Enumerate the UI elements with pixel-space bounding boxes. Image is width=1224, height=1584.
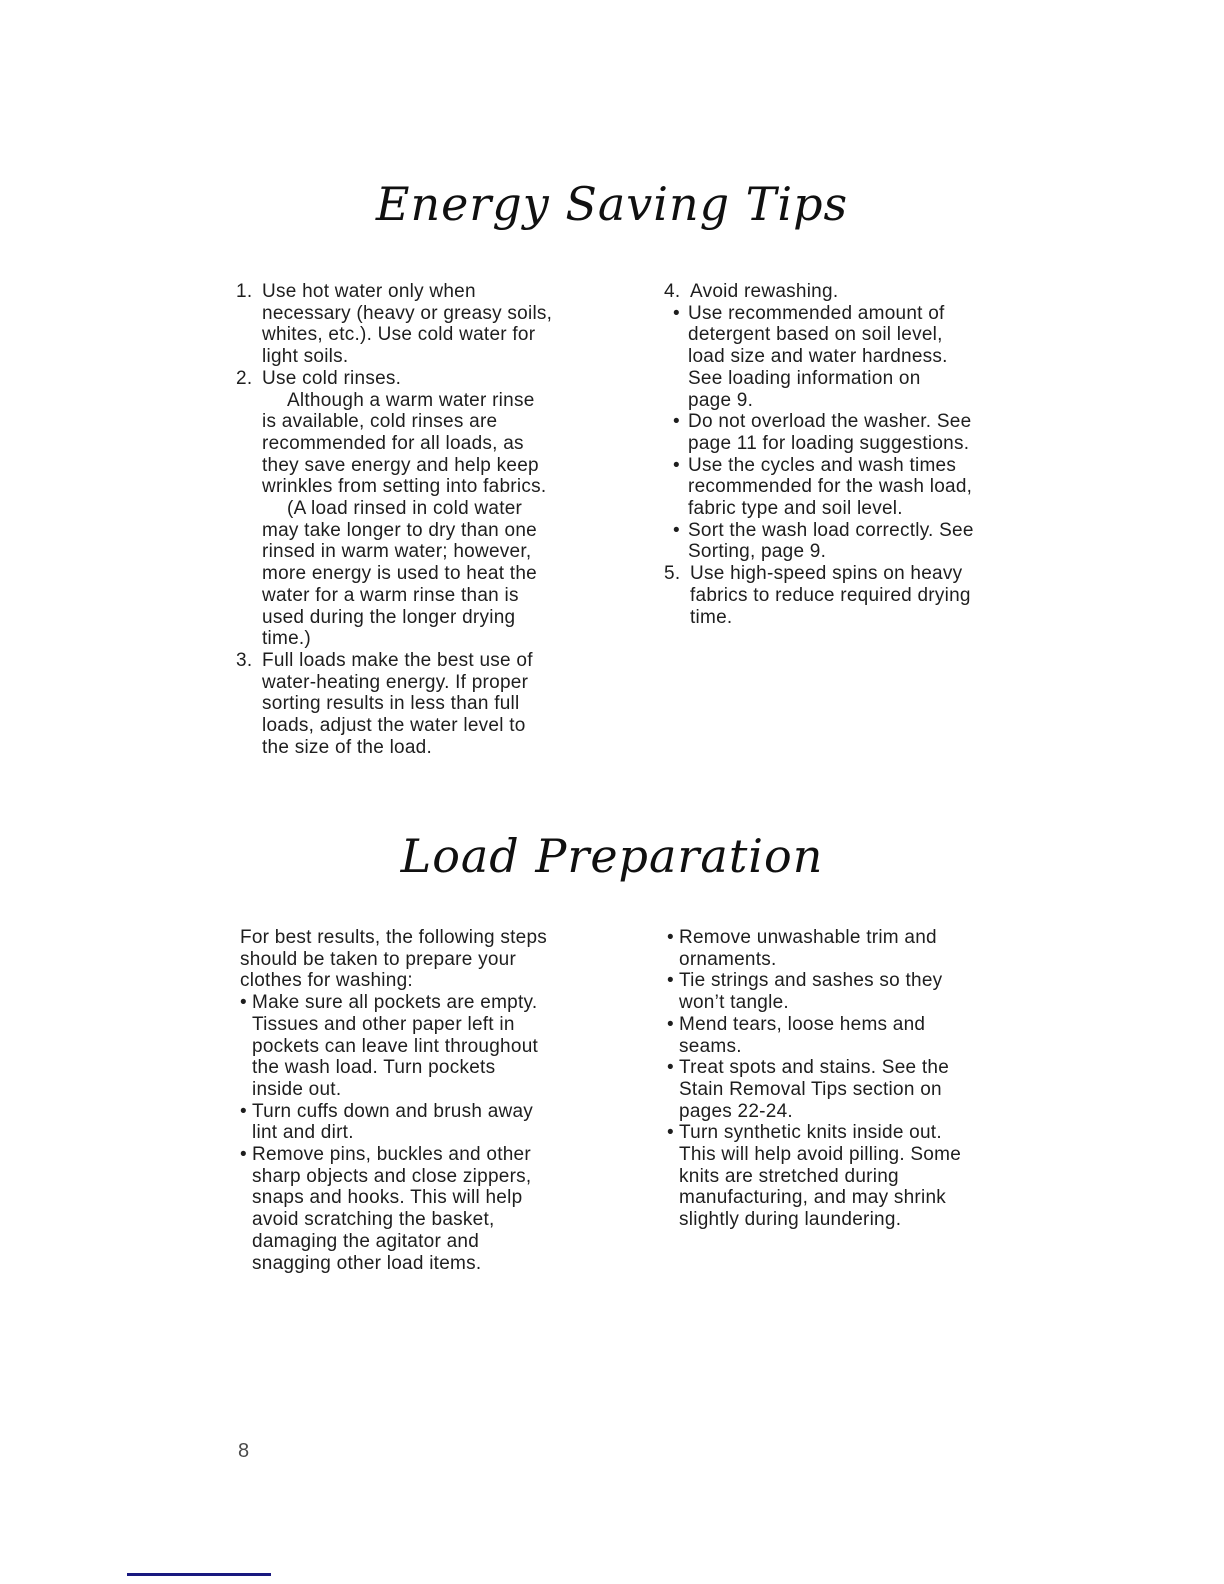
bullet-icon: • [667,927,674,948]
item-number: 1. [236,281,253,302]
list-item [667,1057,1017,1122]
paragraph: Although a warm water rinse is available, cold rinses are recommended for all loads, as they save energy and help keep wrinkles from setting into fabrics. [262,389,547,498]
bullet-icon: • [667,1013,674,1035]
paragraph: Use cold rinses. [262,367,402,389]
list-item [664,303,1014,412]
section-title-load-preparation: Load Preparation [400,829,824,883]
item-number: 4. [664,281,681,302]
paragraph: Avoid rewashing. [690,281,839,302]
paragraph: Use hot water only when necessary (heavy or greasy soils, whites, etc.). Use cold water for light soils. [262,281,553,368]
list-item [664,455,1014,520]
bullet-icon: • [673,411,680,433]
paragraph: Use recommended amount of detergent based on soil level, load size and water hardness. See loading information on page 9. [688,302,948,411]
list-item [240,1144,590,1274]
energy-tips-left-column [236,281,586,758]
bullet-icon: • [667,1122,674,1144]
bullet-icon: • [240,1144,247,1166]
list-item [240,927,590,992]
section-title-energy-saving-tips: Energy Saving Tips [375,177,849,231]
load-prep-right-column [667,927,1017,1231]
paragraph: Turn synthetic knits inside out. This will help avoid pilling. Some knits are stretched during manufacturing, and may shrink slightly during laundering. [679,1122,962,1231]
item-number: 5. [664,563,681,585]
paragraph: Do not overload the washer. See page 11 for loading suggestions. [688,411,972,454]
list-item [664,411,1014,454]
paragraph: Sort the wash load correctly. See Sorting, page 9. [688,519,974,563]
paragraph: Full loads make the best use of water-heating energy. If proper sorting results in less than full loads, adjust the water level to the size of the load. [262,649,533,758]
list-item [240,992,590,1101]
paragraph: For best results, the following steps should be taken to prepare your clothes for washing: [240,927,548,992]
paragraph: Remove unwashable trim and ornaments. [679,927,937,970]
paragraph: Use the cycles and wash times recommended for the wash load, fabric type and soil level. [688,454,973,520]
load-prep-left-column [240,927,590,1274]
bullet-icon: • [673,454,680,476]
paragraph: Remove pins, buckles and other sharp objects and close zippers, snaps and hooks. This will help avoid scratching the basket, damaging the agitator and snagging other load items. [252,1144,532,1274]
footer-accent-line [127,1573,271,1576]
list-item [664,563,1014,628]
bullet-icon: • [240,992,247,1014]
bullet-icon: • [667,1057,674,1079]
list-item [667,927,1017,970]
paragraph: Use high-speed spins on heavy fabrics to reduce required drying time. [690,563,971,628]
paragraph: Turn cuffs down and brush away lint and dirt. [252,1100,534,1144]
list-item [667,970,1017,1013]
bullet-icon: • [673,302,680,324]
list-item [236,281,586,368]
list-item [236,368,586,650]
paragraph: Mend tears, loose hems and seams. [679,1013,926,1057]
list-item [240,1101,590,1144]
bullet-icon: • [673,519,680,541]
paragraph: Tie strings and sashes so they won’t tangle. [679,970,943,1014]
list-item [236,650,586,759]
item-number: 3. [236,649,253,671]
list-item [664,520,1014,563]
paragraph: Treat spots and stains. See the Stain Removal Tips section on pages 22-24. [679,1057,950,1122]
list-item [664,281,1014,303]
bullet-icon: • [667,970,674,992]
energy-tips-right-column [664,281,1014,628]
list-item [667,1014,1017,1057]
bullet-icon: • [240,1100,247,1122]
page-number: 8 [238,1440,250,1462]
item-number: 2. [236,367,253,389]
paragraph: Make sure all pockets are empty. Tissues and other paper left in pockets can leave lint throughout the wash load. Turn pockets inside out. [252,992,539,1100]
list-item [667,1122,1017,1231]
paragraph: (A load rinsed in cold water may take longer to dry than one rinsed in warm water; however, more energy is used to heat the water for a warm rinse than is used during the longer drying time.) [262,498,537,650]
